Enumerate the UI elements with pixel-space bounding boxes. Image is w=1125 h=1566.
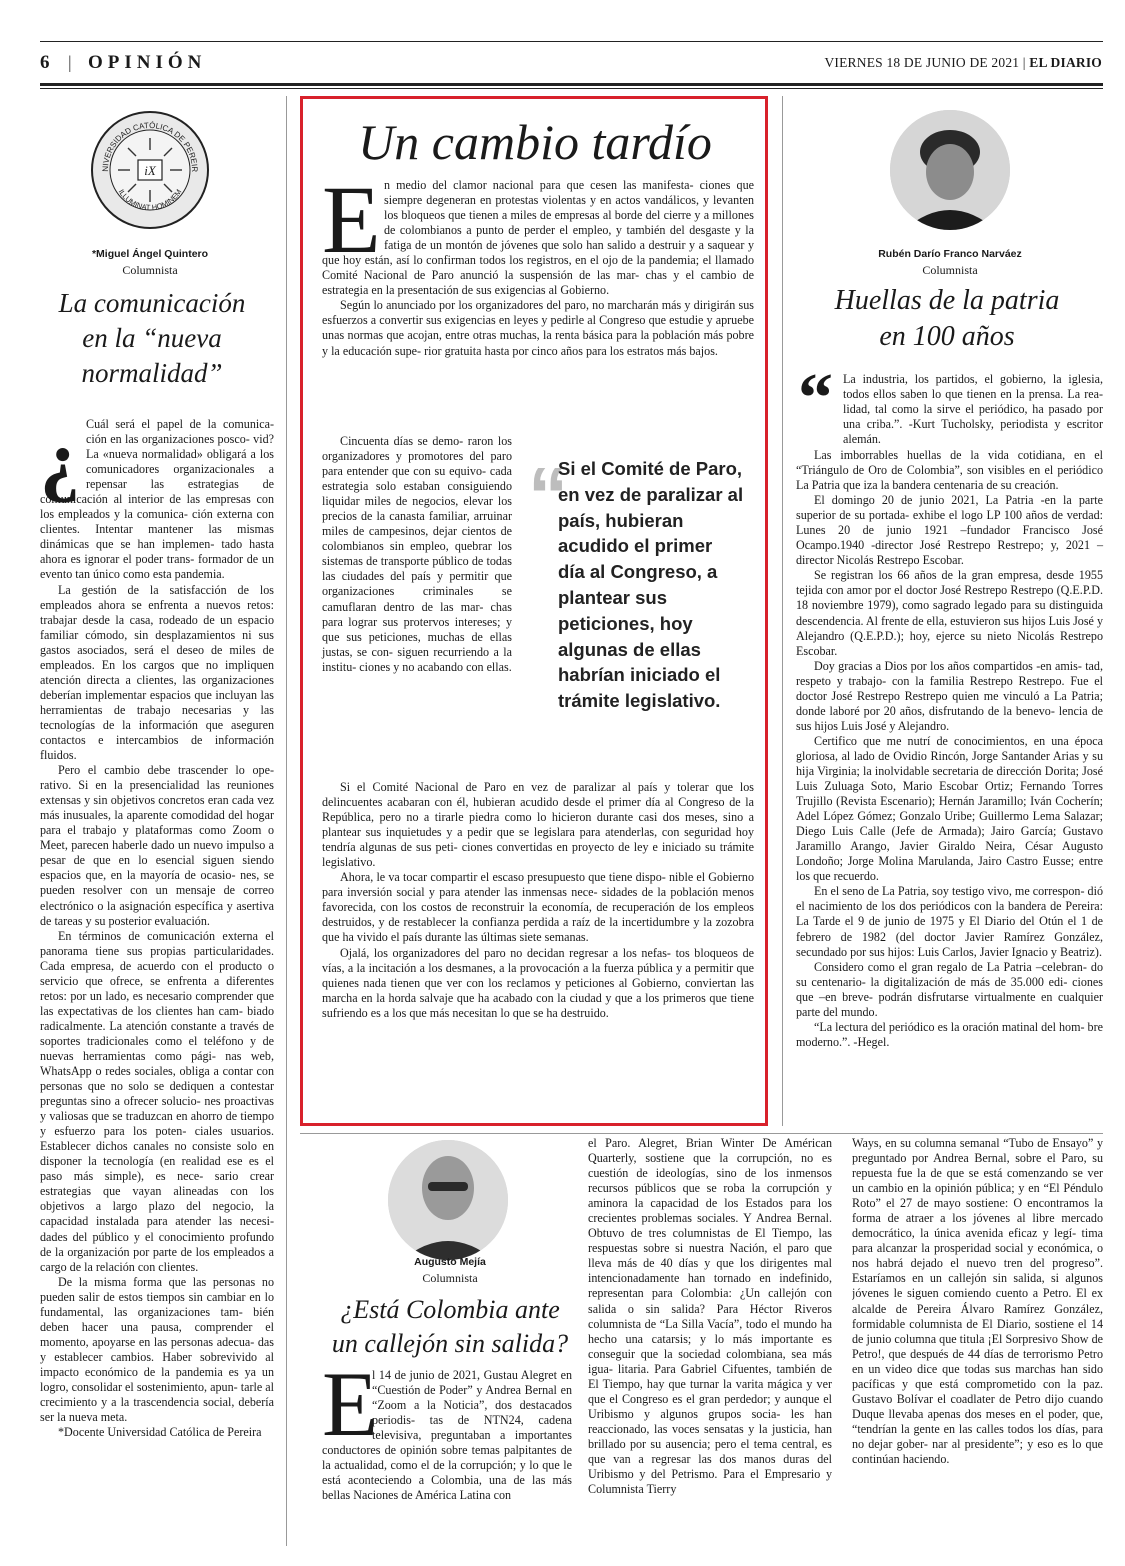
center-paragraph: Según lo anunciado por los organizadores del paro, no marcharán más y dirigirán sus esfuerzos a convertir sus exigencias en leyes y pedirle al Congreso que estudie y apruebe unas normas que acojan, entre otras muchas, la renta básica para la población más pobre y la educación supe- rior gratuita hasta por cinco años para los estratos más bajos. (322, 298, 754, 358)
header-rule-thin (40, 88, 1103, 89)
center-dropcap: E (322, 166, 381, 273)
seal-ring-bottom: ILLUMINAT HOMINEM (116, 187, 184, 213)
right-paragraph: Certifico que me nutrí de conocimientos, en una época gloriosa, al lado de Ovidio Rincón, Jorge Santander Arias y su hija Virginia; la inolvidable secretaria de dirección Dorita; José Luis Zuluaga Soto, Mario Escobar Ortiz; Fernando Torres Trujillo (Revista Escenario); Hernán Jaramillo; Iván Cocherín; Adel López Gómez; Gonzalo Uribe; Guillermo Lema Salazar; Diego Luis Calle (Jefe de Armada); Jairo García; Gustavo Jaramillo Arango, Javier Giraldo Neira, César Augusto Londoño; Jorge Molina Marulanda, Jairo Castro Eusse; entre los que recuerdo. (796, 733, 1103, 884)
pullquote: Si el Comité de Paro, en vez de paralizar al país, hubieran acudido el primer día al Congreso, a plantear sus peticiones, hoy algunas de ellas habrían iniciado el trámite legislativo. (558, 458, 744, 712)
right-epigraph: La industria, los partidos, el gobierno, la iglesia, todos ellos saben lo que tienen en la prensa. La rea- lidad, tal como la sirve el periódico, ha pasado por una criba.”. -Kurt Tucholsky, periodista y escritor alemán. (843, 372, 1103, 447)
university-seal (90, 110, 210, 230)
right-article-body (796, 448, 1103, 1050)
right-paragraph: En el seno de La Patria, soy testigo vivo, me correspon- dió el nacimiento de los dos periódicos con la bandera de Pereira: La Tarde el 9 de junio de 1975 y El Diario del Otún el 1 de febrero de 1982 (del doctor Javier Ramírez González, secundado por sus hijos: Luis Carlos, Javier Ignacio y Beatriz). (796, 884, 1103, 959)
bottom-role: Columnista (422, 1271, 478, 1285)
center-paragraph: Ojalá, los organizadores del paro no decidan regresar a los nefas- tos bloqueos de vías, a la incitación a los desmanes, a la provocación a la fuerza pública y a permitir que quienes nada tienen que ver con los reclamos y peticiones al Gobierno, conviertan las marcha en la horda salvaje que ha acabado con la ciudad y que a los primeros que tiene sufriendo es a los que más necesitan lo que se ha destruido. (322, 945, 754, 1020)
left-article-body (40, 417, 274, 1525)
epigraph-quote-mark: “ (798, 360, 833, 437)
right-author: Rubén Darío Franco Narváez (878, 248, 1022, 260)
center-headline: Un cambio tardío (358, 114, 712, 170)
header-separator: | (68, 52, 72, 72)
column-divider (782, 96, 783, 1126)
right-role: Columnista (922, 263, 978, 277)
bottom-col-2: el Paro. Alegret, Brian Winter De Américan Quarterly, sostiene que la corrupción, no es cuestión de ideologías, sino de los inmensos recursos públicos que se roba la corrupción y aminora la capacidad de los Estados para los crecientes problemas sociales. Y Andrea Bernal. Obtuvo de tres columnistas de El Tiempo, las respuestas sobre si nuestra Nación, el paro que lleva más de 40 días y que los dirigentes mal intencionadamente han tornado en indefinido, representan para Colombia: ¿Un callejón con salida o sin salida? Para Héctor Riveros columnista de “La Silla Vacía”, todo el mundo ha hecho una catarsis; y lo más importante es conseguir que la sociedad colombiana, sea más igua- litaria. Para Gabriel Cifuentes, también de El Tiempo, hay que turnar la varita mágica y ver que el Congreso es el gran perdedor; y aunque el Uribismo y algunos grupos socia- les han reaccionado, las voces sensatas y la justicia, han brillado por su ausencia; pero el tema central, es que van a regresar las dos manos duras del Uribismo y del Petrismo. Para el Empresario y Columnista Tierry (588, 1136, 832, 1497)
left-footnote: *Docente Universidad Católica de Pereira (58, 1425, 262, 1440)
left-paragraph: Pero el cambio debe trascender lo ope- rativo. Si en la presencialidad las reuniones extensas y sin objetivos concretos eran cada vez más inusuales, la aparente comodidad del hogar para el trabajo y plataformas como Zoom o Meet, parecen haberle dado un nuevo impulso a pesar de que en lo esencial siguen siendo espacios que, en la mayoría de ocasio- nes, se pueden resolver con un mensaje de correo electrónico o la asignación específica y asertiva de tareas y su posterior evaluación. (40, 763, 274, 928)
left-headline: La comunicación en la “nueva normalidad” (58, 288, 246, 388)
issue-date: VIERNES 18 DE JUNIO DE 2021 | EL DIARIO (824, 55, 1102, 70)
author-photo-franco (890, 110, 1010, 230)
center-paragraph: Cincuenta días se demo- raron los organizadores y promotores del paro para entender que con su equivo- cada estrategia solo estaban consiguiendo liquidar miles de negocios, elevar los precios de la canasta familiar, arruinar miles de campesinos, dejar cientos de colombianos sin empleo, quebrar los sistemas de transporte público de todas las ciudades del país y permitir que organizaciones criminales se camuflaran dentro de las mar- chas para lograr sus protervos intereses; y que sus peticiones, muchas de ellas justas, se con- siguen recurriendo a la institu- ciones y no acabando con ellas. (322, 434, 512, 674)
center-body-narrow (322, 434, 512, 675)
center-body-bottom (322, 780, 754, 1021)
left-paragraph: De la misma forma que las personas no pueden salir de estos tiempos sin cambiar en lo fundamental, las organizaciones tam- bién deben hacer una pausa, comprender el momento, apoyarse en las personas adecua- das y establecer cambios. Haber sobrevivido al impacto económico de la pandemia es ya un logro, consolidar el sostenimiento, apun- tarle al crecimiento y a la trascendencia social, debería ser la nueva meta. (40, 1274, 274, 1425)
seal-ring-top: NIVERSIDAD CATÓLICA DE PEREIR (100, 120, 200, 173)
seal-center-text: iX (144, 163, 156, 178)
right-paragraph: “La lectura del periódico es la oración matinal del hom- bre moderno.”. -Hegel. (796, 1019, 1103, 1049)
paper-name: EL DIARIO (1029, 55, 1102, 70)
bottom-section-rule (300, 1133, 1103, 1134)
seal-graphic (90, 110, 210, 230)
right-paragraph: Considero como el gran regalo de La Patria –celebran- do su centenario- la digitalización de más de 35.000 edi- ciones que –en breve- podrán disfrutarse virtualmente en cualquier parte del mundo. (796, 959, 1103, 1019)
header-rule-thick (40, 83, 1103, 86)
center-paragraph: Ahora, le va tocar compartir el escaso presupuesto que tiene dispo- nible el Gobierno para inversión social y para atender las inmensas nece- sidades de la población menos favorecida, con los costos de reconstruir la economía, de recuperación de los empleos destruidos, y de restablecer la confianza perdida a raíz de la incertidumbre y la zozobra que ha vivido el país durante las últimas siete semanas. (322, 870, 754, 945)
portrait-icon (388, 1140, 508, 1260)
center-paragraph: Si el Comité Nacional de Paro en vez de paralizar al país y tolerar que los delincuentes acabaran con él, hubieran acudido desde el primer día al Congreso de la República, pero no a tirarle piedra como lo hicieron durante casi dos meses, sino a plantear sus inquietudes y a pedir que se legislara para atenderlas, con seguridad hoy tendría algunas de sus peti- ciones convertidas en proyecto de ley e iniciado su trámite legislativo. (322, 780, 754, 870)
left-dropcap: ¿ (40, 416, 80, 504)
right-paragraph: Doy gracias a Dios por los años compartidos -en amis- tad, respeto y trabajo- con la familia Restrepo Restrepo. Fue el doctor José Restrepo Restrepo quien me vinculó a La Patria; donde laboré por 20 años, disfrutando de la benevo- lencia de sus hijos Luis José y Alejandro. (796, 658, 1103, 733)
section-name: OPINIÓN (88, 52, 207, 73)
column-divider (286, 96, 287, 1546)
top-rule (40, 41, 1103, 42)
page-number: 6 (40, 52, 51, 73)
center-body-top (322, 178, 754, 359)
left-role: Columnista (122, 263, 178, 277)
center-paragraph: n medio del clamor nacional para que cesen las manifesta- ciones que siempre degeneran en protestas violentas y en actos vandálicos, y levanten los bloqueos que tienen a miles de empresas al borde del cierre y a millones de colombianos a punto de perder el empleo, y también del desgaste y la fatiga de un montón de jóvenes que solo han salido a destruir y a saquear y que hoy están, así lo confirman todos los registros, en el ojo de la pandemia; el llamado Comité Nacional de Paro anunció la suspensión de las mar- chas y el cambio de estrategia en la presentación de sus exigencias al Gobierno. (322, 178, 754, 298)
pullquote-mark: “ (528, 451, 568, 540)
bottom-col-1: l 14 de junio de 2021, Gustau Alegret en “Cuestión de Poder” y Andrea Bernal en “Zoom a la Noticia”, dos destacados periodis- tas de NTN24, cadena televisiva, preguntaban a importantes conductores de opinión sobre temas palpitantes de la actualidad, como el de la corrupción; y lo que le está aconteciendo a Colombia, una de las más bellas Naciones de América Latina con (322, 1368, 572, 1503)
right-paragraph: El domingo 20 de junio 2021, La Patria -en la parte superior de su portada- exhibe el logo LP 100 años de verdad: Lunes 20 de junio 1921 –fundador Francisco José Ocampo.1940 -director José Restrepo Restrepo; y, 2021 – director Nicolás Restrepo Escobar. (796, 493, 1103, 568)
right-paragraph: Las imborrables huellas de la vida cotidiana, en el “Triángulo de Oro de Colombia”, son visibles en el periódico La Patria que iza la bandera centenaria de su creación. (796, 448, 1103, 493)
right-headline: Huellas de la patria en 100 años (834, 285, 1060, 352)
left-paragraph: Cuál será el papel de la comunica- ción en las organizaciones posco- vid? La «nueva normalidad» obligará a los comunicadores organizacionales a repensar las estrategias de comunicación al interior de las empresas con los empleados y la comunica- ción externa con clientes. Intentar mantener las mismas dinámicas que se han implemen- tado hasta ahora es ignorar el poder trans- formador de un evento tan único como esta pandemia. (40, 417, 274, 582)
left-author: *Miguel Ángel Quintero (91, 248, 209, 260)
bottom-author: Augusto Mejía (414, 1256, 486, 1268)
right-paragraph: Se registran los 66 años de la gran empresa, desde 1955 tejida con amor por el doctor José Restrepo Restrepo (Q.E.P.D. 18 noviembre 1979), como sagrado legado para su distinguida descendencia. Al frente de ella, estuvieron sus hijos Luis José y Alejandro (Q.E.P.D.); hoy, ejerce su nieto Nicolás Restrepo Escobar. (796, 568, 1103, 658)
portrait-icon (890, 110, 1010, 230)
left-paragraph: En términos de comunicación externa el panorama tiene sus propias particularidades. Cada empresa, de acuerdo con el producto o servicio que ofrece, se enfrenta a diferentes retos: por un lado, es necesario comprender que las expectativas de los clientes han cam- biado radicalmente. La atención constante a través de soportes tradicionales como el teléfono y de nuevas herramientas como pági- nas web, WhatsApp o redes sociales, obliga a contar con personas que no solo se dediquen a contestar preguntas sino a ofrecer solucio- nes proactivas y valiosas que se traduzcan en ahorro de tiempo y esfuerzo para los poten- ciales usuarios. Establecer dichos canales no consiste solo en disponer la tecnología (en realidad ese es el paso más simple), es nece- sario crear estrategias que vayan alineadas con los objetivos a largo plazo del negocio, la capacidad instalada para atender las necesi- dades del público y el conocimiento profundo de la organización por parte de los empleados a cargo de la relación con clientes. (40, 928, 274, 1274)
bottom-headline: ¿Está Colombia ante un callejón sin salida? (331, 1295, 569, 1358)
left-paragraph: La gestión de la satisfacción de los empleados ahora se enfrenta a nuevos retos: trabajar desde la casa, rodeado de un espacio familiar cómodo, sin desplazamientos ni sus gastos asociados, será el deseo de miles de empleados. En los cargos que no impliquen atención directa a clientes, las organizaciones deberían implementar espacios que incluyan las herramientas de trabajo necesarias y las tecnologías de la información que aseguren contactos e intercambios de información fluidos. (40, 582, 274, 763)
author-photo-mejia (388, 1140, 508, 1260)
bottom-col-3: Ways, en su columna semanal “Tubo de Ensayo” y preguntado por Andrea Bernal, sobre el Paro, su repuesta fue la de que se está comenzando se ver un cambio en la opinión pública; y en “El Péndulo Roto” el 27 de mayo sostiene: O encontramos la forma de atraer a los jóvenes al libre mercado democrático, la única avenida eficaz y legí- tima para alcanzar la prosperidad social y económica, o nos habrá dejado el nuevo tren del progreso”. Estaríamos en un callejón sin salida, si algunos jóvenes le siguen comiendo cuento a Petro. El ex alcalde de Pereira Álvaro Ramírez González, formidable columnista de El Diario, sostiene el 14 de junio columna que titula ¡El Sorpresivo Show de Petro!, que después de 44 días de terrorismo Petro en un video dice que todas sus marchas han sido pacíficas y que está comprometido con la paz. Gustavo Bolívar el coadlater de Petro dijo cuando Duque llevaba apenas dos meses en el poder, que, “tendrían la gente en las calles todos los días, para no dejar gober- nar al presidente”; y eso es lo que continúan haciendo. (852, 1136, 1103, 1466)
bottom-dropcap: E (322, 1353, 379, 1455)
